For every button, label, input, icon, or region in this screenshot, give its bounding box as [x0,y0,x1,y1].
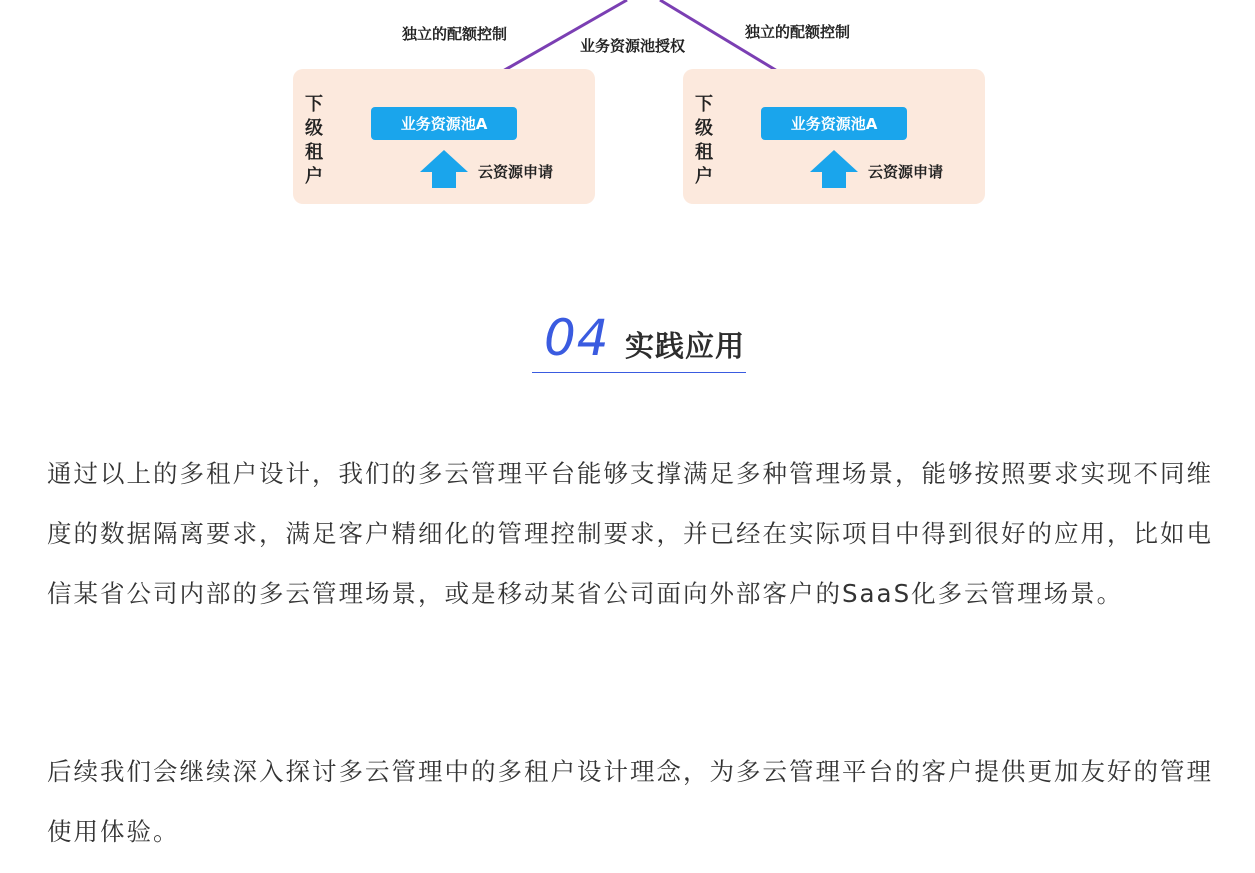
quota-label-left: 独立的配额控制 [402,25,508,43]
resource-pool-label: 业务资源池A [400,115,488,133]
body-paragraph: 后续我们会继续深入探讨多云管理中的多租户设计理念，为多云管理平台的客户提供更加友好的管理使用体验。 [47,757,1213,846]
tenant-side-label-char: 级 [695,118,713,139]
tenant-side-label-char: 下 [305,94,323,115]
tenant-panel-right [683,69,985,204]
tenant-side-label-char: 租 [305,142,323,163]
body-paragraph: 通过以上的多租户设计，我们的多云管理平台能够支撑满足多种管理场景，能够按照要求实现不同维度的数据隔离要求，满足客户精细化的管理控制要求，并已经在实际项目中得到很好的应用，比如电信某省公司内部的多云管理场景，或是移动某省公司面向外部客户的SaaS化多云管理场景。 [47,459,1213,608]
section-number: 04 [544,309,610,367]
tenant-side-label-char: 户 [305,166,323,187]
tenant-side-label-char: 级 [305,118,323,139]
tenant-panel-left [293,69,595,204]
pool-authorization-label: 业务资源池授权 [580,37,686,55]
tenant-side-label-char: 下 [695,94,713,115]
section-heading [532,306,746,373]
cloud-resource-request-label: 云资源申请 [478,163,554,181]
tenant-side-label-char: 租 [695,142,713,163]
tenant-side-label-char: 户 [695,166,713,187]
resource-pool-box [371,107,517,140]
resource-pool-box [761,107,907,140]
quota-label-right: 独立的配额控制 [745,23,851,41]
cloud-resource-request-label: 云资源申请 [868,163,944,181]
tenant-diagram [0,0,1255,240]
resource-pool-label: 业务资源池A [790,115,878,133]
section-title: 实践应用 [625,329,746,363]
